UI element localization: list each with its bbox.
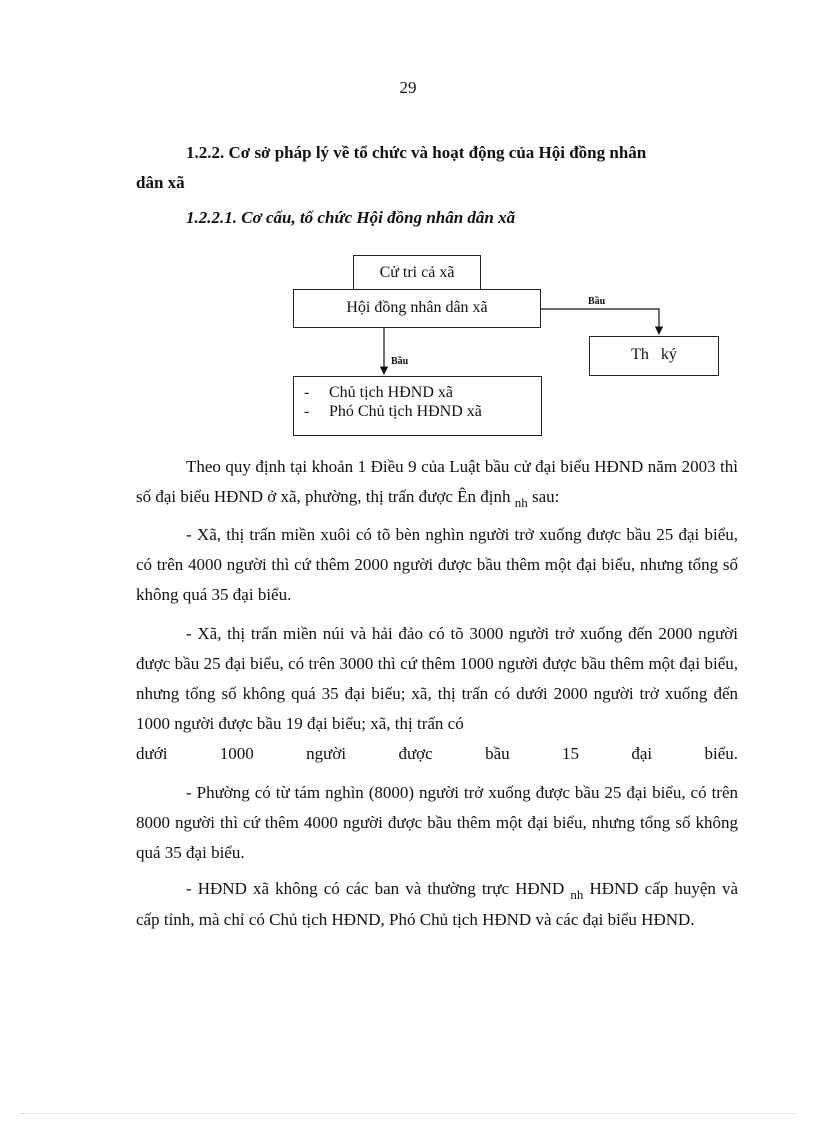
- paragraph-1: [136, 452, 738, 513]
- arrow-council-to-secretary: [541, 309, 659, 334]
- voters-label: Cử tri cả xã: [379, 264, 455, 281]
- section-heading: [136, 138, 742, 198]
- paragraph-3-body: - Xã, thị trấn miền núi và hải đảo có tõ 3000 người trở xuống đến 2000 người được bầu 25 đại biểu, có trên 3000 thì cứ thêm 1000 người được bầu thêm một đại biểu, nhưng tổng số không quá 35 đại biểu; xã, thị trấn có dưới 2000 người trở xuống đến 1000 người được bầu 19 đại biểu; xã, thị trấn có: [136, 624, 738, 733]
- section-heading-line1: 1.2.2. Cơ sở pháp lý về tổ chức và hoạt động của Hội đồng nhân: [186, 143, 647, 162]
- word: 1000: [219, 744, 254, 763]
- secretary-box: [589, 336, 719, 376]
- paragraph-4: - Phường có từ tám nghìn (8000) người trở xuống được bầu 25 đại biểu, có trên 8000 người thì cứ thêm 4000 người được bầu thêm một đại biểu, nhưng tổng số không quá 35 đại biểu.: [136, 783, 738, 862]
- word: được: [398, 744, 433, 763]
- word: biểu.: [704, 744, 738, 763]
- chair-box: [293, 376, 542, 436]
- paragraph-5: [136, 874, 738, 935]
- bullet-dash: -: [304, 384, 310, 401]
- paragraph-2: - Xã, thị trấn miền xuôi có tõ bèn nghìn người trở xuống được bầu 25 đại biểu, có trên 4000 người thì cứ thêm 2000 người được bầu thêm một đại biểu, nhưng tổng số không quá 35 đại biểu.: [136, 525, 738, 604]
- paragraph-3: [136, 619, 738, 769]
- edge-label-elect-secretary: Bầu: [588, 296, 606, 307]
- word: dưới: [136, 744, 168, 763]
- word: đại: [631, 744, 653, 763]
- page-number: 29: [399, 78, 417, 97]
- secretary-label: Th ký: [631, 346, 677, 363]
- paragraph-5-part-b: HĐND cấp huyện và cấp tỉnh, mà chỉ có Chủ tịch HĐND, Phó Chủ tịch HĐND và các đại biểu HĐND.: [136, 879, 739, 929]
- bullet-dash: -: [304, 403, 310, 420]
- paragraph-3-last-line: [136, 739, 738, 769]
- paragraph-5-part-a: - HĐND xã không có các ban và thường trực HĐND: [186, 879, 565, 898]
- paragraph-1-part-c: sau:: [531, 487, 560, 506]
- vice-chair-row: [304, 402, 541, 421]
- voters-box: [353, 255, 481, 290]
- section-heading-line2: dân xã: [136, 173, 185, 192]
- word: bầu: [485, 744, 510, 763]
- paragraph-5-subscript: nh: [570, 887, 584, 902]
- subsection-heading: 1.2.2.1. Cơ cấu, tổ chức Hội đồng nhân dân xã: [186, 208, 516, 227]
- paragraph-1-subscript: nh: [514, 495, 528, 510]
- chair-label: Chủ tịch HĐND xã: [329, 384, 453, 401]
- chair-row: [304, 383, 541, 402]
- edge-label-elect-chair: Bầu: [391, 356, 409, 367]
- word: người: [306, 744, 347, 763]
- word: 15: [561, 744, 579, 763]
- paragraph-1-part-b: 2003 thì số đại biểu HĐND ở xã, phường, thị trấn được Ên định: [136, 457, 738, 506]
- footer-rule: [20, 1113, 796, 1114]
- paragraph-1-part-a: Theo quy định tại khoản 1 Điều 9 của Luật bầu cử đại biểu HĐND năm: [186, 457, 678, 476]
- council-label: Hội đồng nhân dân xã: [346, 299, 488, 316]
- vice-chair-label: Phó Chủ tịch HĐND xã: [329, 403, 482, 420]
- council-box: [293, 289, 541, 328]
